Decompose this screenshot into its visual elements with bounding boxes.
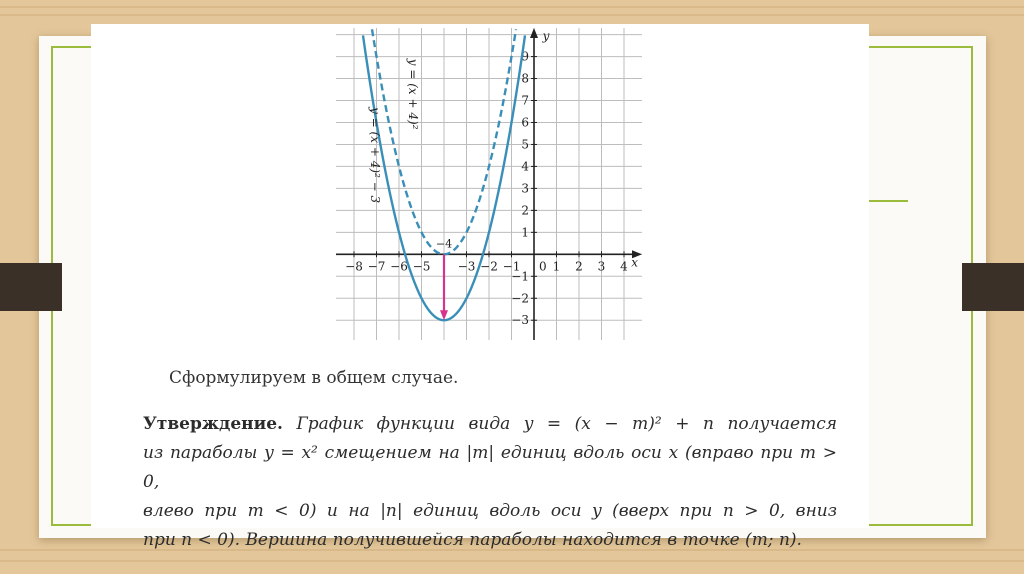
x-tick-label: −5	[412, 259, 431, 274]
origin-label: 0	[539, 259, 547, 274]
y-tick-label: 7	[521, 93, 529, 108]
statement-line-1	[143, 410, 837, 439]
statement-line-4: при n < 0). Вершина получившейся параболы находится в точке (m; n).	[143, 530, 802, 550]
statement-block	[143, 410, 837, 555]
accent-line	[866, 200, 908, 202]
x-tick-label: −7	[367, 259, 386, 274]
solid-series-label: y = (x + 4)² − 3	[367, 107, 382, 204]
y-axis-arrowhead	[530, 28, 538, 38]
y-tick-label: −3	[511, 313, 529, 328]
x-axis-label: x	[631, 255, 638, 270]
x-tick-label: 4	[620, 259, 628, 274]
x-tick-label: −8	[345, 259, 363, 274]
statement-line-1-text: График функции вида y = (x − m)² + n получается	[296, 414, 838, 434]
x-tick-label: 1	[552, 259, 561, 274]
x-tick-label: −2	[480, 259, 498, 274]
x-tick-label: −1	[502, 259, 521, 274]
right-decor-tab	[962, 263, 1024, 311]
y-tick-label: −2	[511, 291, 529, 306]
dashed-series-label: y = (x + 4)²	[406, 58, 421, 130]
statement-heading: Утверждение.	[143, 414, 283, 434]
vertex-label: −4	[435, 237, 453, 251]
y-tick-label: −1	[511, 269, 529, 284]
y-tick-label: 1	[521, 225, 529, 240]
y-tick-label: 8	[521, 71, 529, 86]
y-tick-label: 6	[521, 115, 529, 130]
caption-text: Сформулируем в общем случае.	[169, 368, 459, 388]
y-tick-label: 4	[521, 159, 529, 174]
statement-line-3: влево при m < 0) и на |n| единиц вдоль оси y (вверх при n > 0, вниз	[143, 501, 837, 521]
x-tick-label: −3	[457, 259, 476, 274]
parabola-chart	[336, 28, 642, 340]
y-tick-label: 5	[521, 137, 529, 152]
y-tick-label: 9	[521, 49, 529, 64]
left-decor-tab	[0, 263, 62, 311]
x-tick-label: −6	[390, 259, 408, 274]
x-tick-label: 3	[597, 259, 606, 274]
x-tick-label: 2	[575, 259, 583, 274]
statement-line-2: из параболы y = x² смещением на |m| единиц вдоль оси x (вправо при m > 0,	[143, 443, 837, 492]
y-tick-label: 3	[521, 181, 529, 196]
y-axis-label: y	[542, 29, 550, 43]
y-tick-label: 2	[521, 203, 529, 218]
